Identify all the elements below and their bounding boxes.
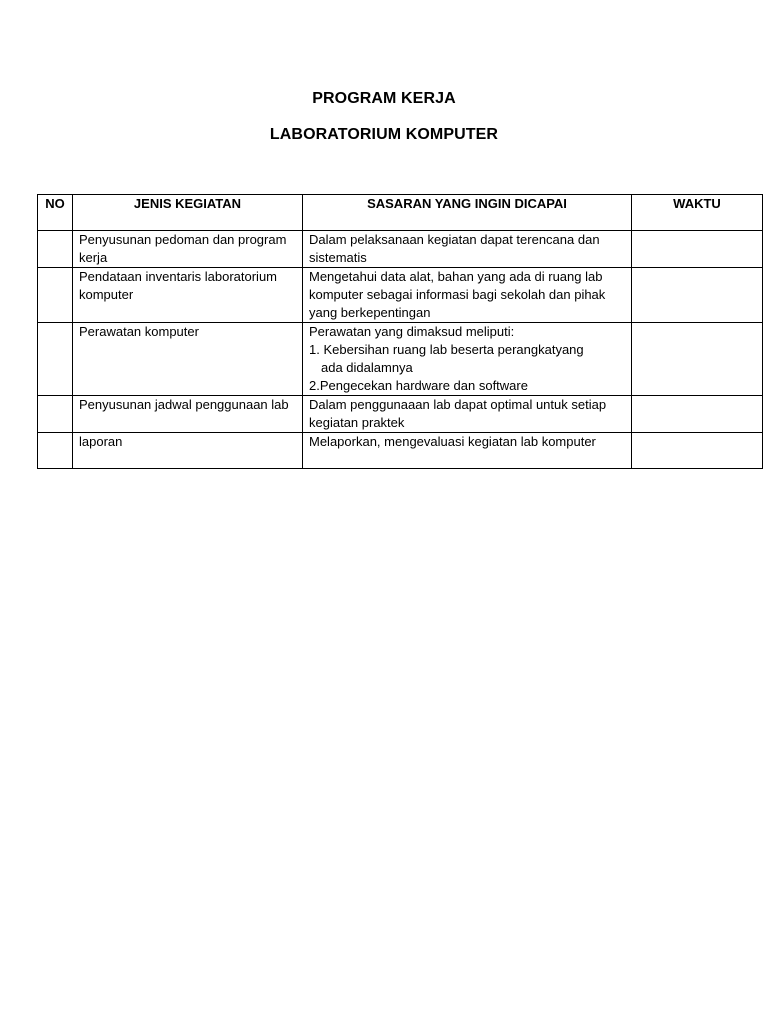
cell-no: [38, 433, 73, 469]
cell-sasaran: Melaporkan, mengevaluasi kegiatan lab komputer: [303, 433, 632, 469]
cell-sasaran: Dalam penggunaaan lab dapat optimal untuk setiap kegiatan praktek: [303, 396, 632, 433]
table-header-row: [38, 195, 763, 231]
sasaran-item-1-continued: ada didalamnya: [321, 360, 413, 375]
document-subtitle: LABORATORIUM KOMPUTER: [269, 126, 499, 143]
cell-sasaran: [303, 323, 632, 396]
cell-sasaran: Dalam pelaksanaan kegiatan dapat terencana dan sistematis: [303, 231, 632, 268]
header-waktu: WAKTU: [632, 195, 763, 231]
cell-sasaran: Mengetahui data alat, bahan yang ada di ruang lab komputer sebagai informasi bagi sekolah dan pihak yang berkepentingan: [303, 268, 632, 323]
sasaran-intro: Perawatan yang dimaksud meliputi:: [309, 324, 515, 339]
cell-jenis: Penyusunan jadwal penggunaan lab: [73, 396, 303, 433]
document-title: PROGRAM KERJA: [312, 90, 456, 107]
cell-waktu: [632, 433, 763, 469]
cell-jenis: laporan: [73, 433, 303, 469]
header-no: NO: [38, 195, 73, 231]
cell-no: [38, 323, 73, 396]
cell-jenis: Penyusunan pedoman dan program kerja: [73, 231, 303, 268]
cell-no: [38, 396, 73, 433]
header-sasaran: SASARAN YANG INGIN DICAPAI: [303, 195, 632, 231]
cell-waktu: [632, 231, 763, 268]
cell-jenis: Perawatan komputer: [73, 323, 303, 396]
cell-no: [38, 231, 73, 268]
table-row: [38, 231, 763, 268]
cell-waktu: [632, 323, 763, 396]
cell-jenis: Pendataan inventaris laboratorium komputer: [73, 268, 303, 323]
table-row: [38, 396, 763, 433]
sasaran-item-2: 2.Pengecekan hardware dan software: [309, 378, 528, 393]
program-table: [37, 194, 763, 469]
table-row: [38, 323, 763, 396]
table-row: [38, 433, 763, 469]
sasaran-item-1: 1. Kebersihan ruang lab beserta perangkatyang: [309, 342, 584, 357]
table-row: [38, 268, 763, 323]
header-jenis-kegiatan: JENIS KEGIATAN: [73, 195, 303, 231]
cell-waktu: [632, 396, 763, 433]
cell-no: [38, 268, 73, 323]
cell-waktu: [632, 268, 763, 323]
